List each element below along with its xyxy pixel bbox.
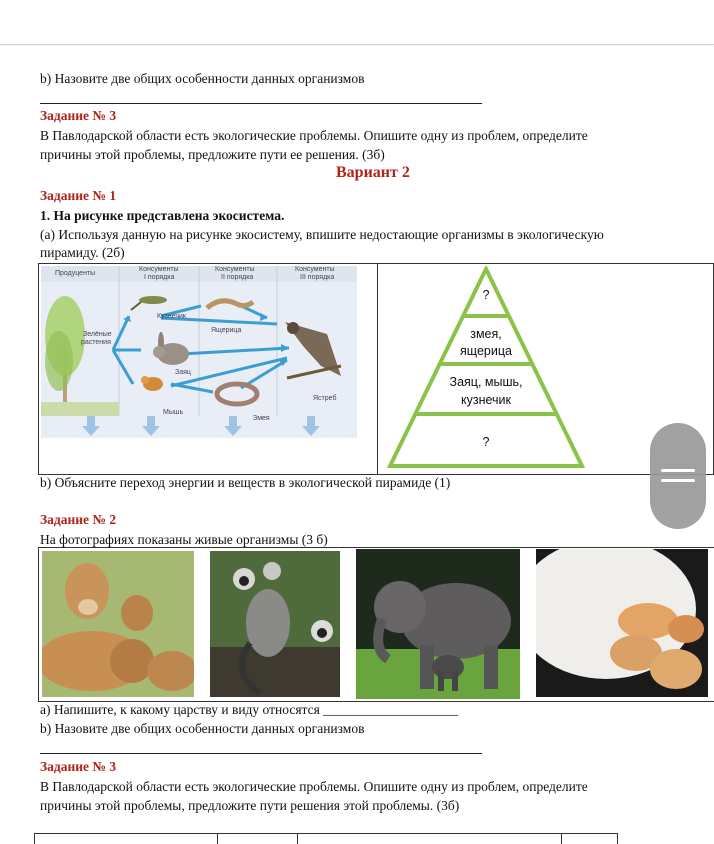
task1-subtitle: 1. На рисунке представлена экосистема. (40, 208, 285, 223)
label-c2-b: II порядка (221, 274, 254, 281)
answer-line (40, 753, 482, 754)
task2-question-b: b) Назовите две общих особенности данных организмов (40, 721, 365, 736)
label-c1-b: I порядка (144, 274, 175, 281)
photo-lions (42, 551, 194, 697)
scroll-handle[interactable] (650, 423, 706, 529)
variant-title: Вариант 2 (336, 164, 410, 181)
pyramid-level3-b: кузнечик (461, 393, 511, 407)
photo-elephants (356, 549, 520, 699)
task3-line2: причины этой проблемы, предложите пути решения этой проблемы. (3б) (40, 798, 460, 813)
pyramid-level2-b: ящерица (460, 344, 512, 358)
task2-intro: На фотографиях показаны живые организмы (3 б) (40, 532, 328, 547)
label-plants-a: Зелёные (83, 331, 112, 338)
task3-line2-top: причины этой проблемы, предложите пути ее решения. (3б) (40, 147, 385, 162)
label-snake: Змея (253, 415, 270, 422)
photo-cat-kittens (536, 549, 708, 697)
pyramid-top-question: ? (482, 288, 490, 302)
pyramid-level2-a: змея, (470, 327, 502, 341)
pyramid-level3-a: Заяц, мышь, (449, 375, 523, 389)
label-producers: Продуценты (55, 270, 96, 277)
task1-line2: пирамиду. (2б) (40, 245, 125, 260)
task2-question-a: а) Напишите, к какому царству и виду относятся ____________________ (40, 702, 459, 717)
label-c2-a: Консументы (215, 266, 255, 273)
label-grasshopper: Кузнечик (157, 313, 186, 320)
ecological-pyramid (386, 266, 586, 470)
task2-title: Задание № 2 (40, 512, 117, 527)
task1-question-b: b) Объясните переход энергии и веществ в экологической пирамиде (1) (40, 475, 451, 490)
label-plants-b: растения (81, 339, 111, 346)
label-mouse: Мышь (163, 409, 184, 416)
task1-title: Задание № 1 (40, 188, 117, 203)
label-hare: Заяц (175, 369, 191, 376)
pyramid-bottom-question: ? (482, 435, 490, 449)
task3-line1: В Павлодарской области есть экологические проблемы. Опишите одну из проблем, определите (40, 779, 588, 794)
label-hawk: Ястреб (313, 395, 337, 402)
label-c3-b: III порядка (300, 274, 335, 281)
label-lizard: Ящерица (211, 327, 242, 334)
label-c3-a: Консументы (295, 266, 335, 273)
label-c1-a: Консументы (139, 266, 179, 273)
viewer-top-bar (0, 0, 714, 45)
next-table-edge (34, 833, 618, 844)
question-b-top: b) Назовите две общих особенности данных организмов (40, 71, 365, 86)
task3-title-top: Задание № 3 (40, 108, 117, 123)
task3-line1-top: В Павлодарской области есть экологические проблемы. Опишите одну из проблем, определите (40, 128, 588, 143)
answer-line (40, 103, 482, 104)
task3-title: Задание № 3 (40, 759, 117, 774)
ecosystem-diagram (41, 266, 357, 438)
task1-line1: (а) Используя данную на рисунке экосистему, впишите недостающие организмы в экологическую (40, 227, 604, 242)
photo-lemurs (210, 551, 340, 697)
